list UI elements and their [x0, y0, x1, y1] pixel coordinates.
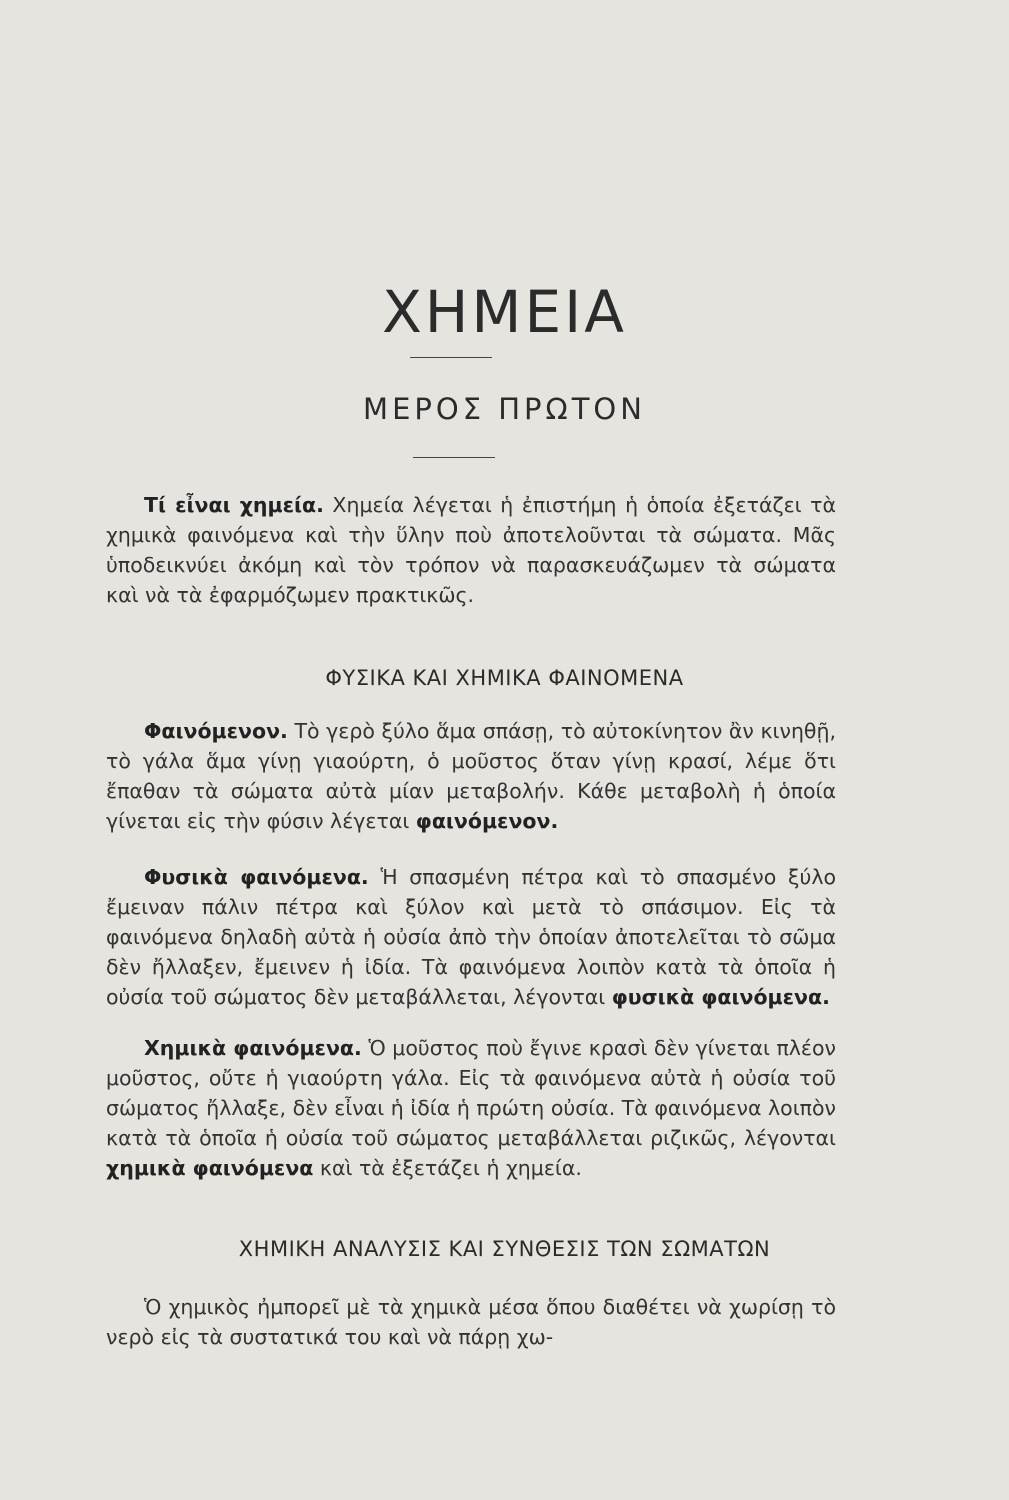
chemical-phenomena-term: Χημικὰ φαινόμενα.: [144, 1036, 362, 1060]
intro-paragraph: [106, 490, 836, 610]
subtitle-divider: [413, 457, 495, 458]
phenomenon-term: Φαινόμενον.: [144, 719, 288, 743]
intro-term: Τί εἶναι χημεία.: [144, 493, 324, 517]
physical-phenomena-term: Φυσικὰ φαινόμενα.: [144, 865, 369, 889]
physical-phenomena-term-end: φυσικὰ φαινόμενα.: [611, 985, 830, 1009]
intro-text: Χημεία λέγεται ἡ ἐπιστήμη ἡ ὁποία ἐξετάζει τὰ χημικὰ φαινόμενα καὶ τὴν ὕλην ποὺ ἀποτελοῦνται τὰ σώματα. Μᾶς ὑποδεικνύει ἀκόμη καὶ τὸν τρόπον νὰ παρασκευάζωμεν τὰ σώματα καὶ νὰ τὰ ἐφαρμόζωμεν πρακτικῶς.: [106, 493, 837, 607]
section-heading-phenomena: ΦΥΣΙΚΑ ΚΑΙ ΧΗΜΙΚΑ ΦΑΙΝΟΜΕΝΑ: [325, 666, 684, 690]
physical-phenomena-paragraph: [106, 862, 836, 1012]
title-divider: [410, 357, 492, 358]
phenomenon-paragraph: [106, 716, 836, 836]
physical-phenomena-text: Ἡ σπασμένη πέτρα καὶ τὸ σπασμένο ξύλο ἔμειναν πάλιν πέτρα καὶ ξύλον καὶ μετὰ τὸ σπάσιμον. Εἰς τὰ φαινόμενα δηλαδὴ αὐτὰ ἡ οὐσία ἀπὸ τὴν ὁποίαν ἀποτελεῖται τὸ σῶμα δὲν ἤλλαξεν, ἔμεινεν ἡ ἰδία. Τὰ φαινόμενα λοιπὸν κατὰ τὰ ὁποῖα ἡ οὐσία τοῦ σώματος δὲν μεταβάλλεται, λέγονται: [106, 865, 837, 1009]
chemical-phenomena-paragraph: [106, 1033, 836, 1183]
analysis-paragraph: Ὁ χημικὸς ἠμπορεῖ μὲ τὰ χημικὰ μέσα ὅπου διαθέτει νὰ χωρίσῃ τὸ νερὸ εἰς τὰ συστατικά του καὶ νὰ πάρῃ χω-: [106, 1295, 836, 1349]
chemical-phenomena-term-mid: χημικὰ φαινόμενα: [106, 1156, 314, 1180]
page-subtitle: ΜΕΡΟΣ ΠΡΩΤΟΝ: [363, 392, 646, 426]
section-heading-analysis: ΧΗΜΙΚΗ ΑΝΑΛΥΣΙΣ ΚΑΙ ΣΥΝΘΕΣΙΣ ΤΩΝ ΣΩΜΑΤΩΝ: [238, 1237, 771, 1261]
page-title: ΧΗΜΕΙΑ: [382, 278, 627, 346]
phenomenon-text: Τὸ γερὸ ξύλο ἅμα σπάσῃ, τὸ αὐτοκίνητον ἂν κινηθῇ, τὸ γάλα ἅμα γίνῃ γιαούρτη, ὁ μοῦστος ὅταν γίνῃ κρασί, λέμε ὅτι ἔπαθαν τὰ σώματα αὐτὰ μίαν μεταβολήν. Κάθε μεταβολὴ ἡ ὁποία γίνεται εἰς τὴν φύσιν λέγεται: [106, 719, 836, 833]
phenomenon-term-end: φαινόμενον.: [415, 809, 559, 833]
chemical-phenomena-text-end: καὶ τὰ ἐξετάζει ἡ χημεία.: [313, 1156, 582, 1180]
chemical-phenomena-text: Ὁ μοῦστος ποὺ ἔγινε κρασὶ δὲν γίνεται πλέον μοῦστος, οὔτε ἡ γιαούρτη γάλα. Εἰς τὰ φαινόμενα αὐτὰ ἡ οὐσία τοῦ σώματος ἤλλαξε, δὲν εἶναι ἡ ἰδία ἡ πρώτη οὐσία. Τὰ φαινόμενα λοιπὸν κατὰ τὰ ὁποῖα ἡ οὐσία τοῦ σώματος μεταβάλλεται ριζικῶς, λέγονται: [106, 1036, 836, 1150]
